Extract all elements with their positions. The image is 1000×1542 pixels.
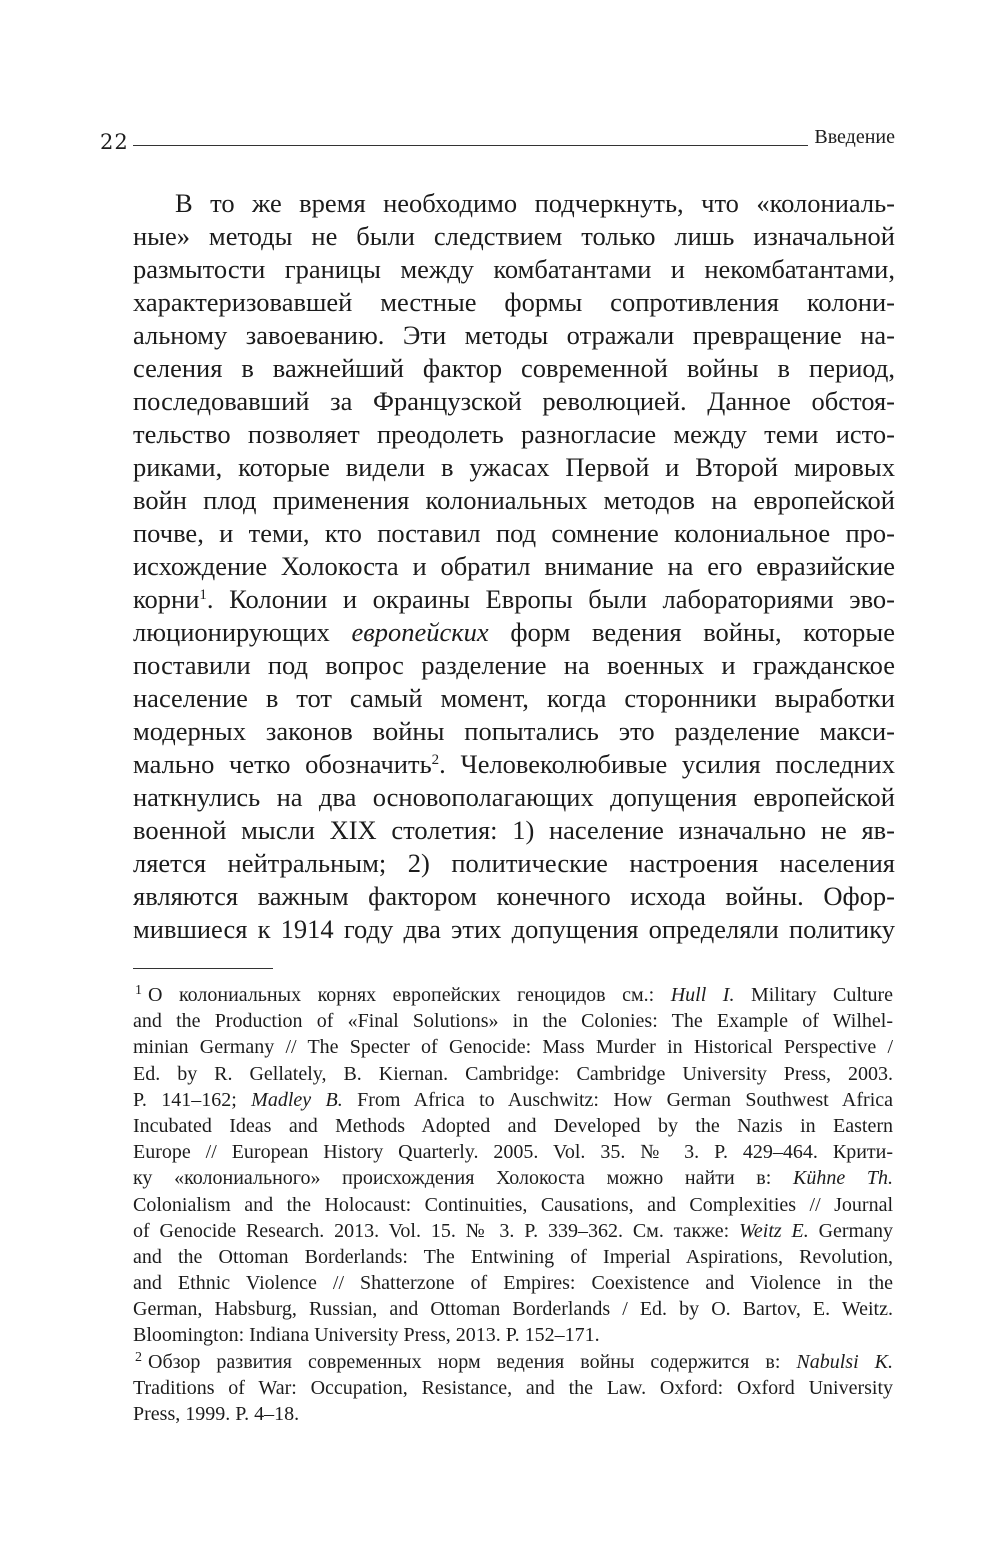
footnote-2-line: Traditions of War: Occupation, Resistance, and the Law. Oxford: Oxford University (133, 1376, 893, 1399)
footnote-1-line (133, 1165, 893, 1191)
footnote-1-line: German, Habsburg, Russian, and Ottoman Borderlands / Ed. by O. Bartov, E. Weitz. (133, 1298, 893, 1321)
running-header (100, 122, 895, 162)
footnotes (133, 982, 893, 1427)
footnote-1-line: Europe // European History Quarterly. 2005. Vol. 35. № 3. P. 429–464. Крити- (133, 1141, 893, 1164)
body-line: характеризовавшей местные формы сопротивления колони- (133, 287, 895, 317)
footnote-1-line: Ed. by R. Gellately, B. Kiernan. Cambridge: Cambridge University Press, 2003. (133, 1062, 893, 1085)
body-line: военной мысли XIX столетия: 1) население изначально не яв- (133, 815, 895, 845)
body-line: тельство позволяет преодолеть разногласие между теми исто- (133, 419, 895, 449)
footnote-author: Hull I. (670, 984, 735, 1006)
main-paragraph (133, 187, 895, 946)
body-line: модерных законов войны попытались это разделение макси- (133, 716, 895, 746)
running-section-title: Введение (814, 126, 895, 148)
footnote-author: Madley B. (251, 1088, 343, 1111)
footnote-1-line: and Ethnic Violence // Shatterzone of Empires: Coexistence and Violence in the (133, 1272, 893, 1295)
footnote-author: Nabulsi K. (796, 1350, 893, 1373)
footnote-1-line: and the Production of «Final Solutions» in the Colonies: The Example of Wilhel- (133, 1010, 893, 1033)
body-text-segment: . Человеколюбивые усилия последних (439, 749, 895, 779)
footnote-1-line: Colonialism and the Holocaust: Continuities, Causations, and Complexities // Journal (133, 1193, 893, 1216)
body-line: мившиеся к 1914 году два этих допущения определяли политику (133, 914, 895, 944)
footnote-1-line: and the Ottoman Borderlands: The Entwining of Imperial Aspirations, Revolution, (133, 1245, 893, 1268)
body-line: альному завоеванию. Эти методы отражали превращение на- (133, 320, 895, 350)
footnote-1-line (133, 982, 893, 1008)
footnote-text-segment: О колониальных корнях европейских геноцидов см.: (148, 984, 671, 1006)
body-line: риками, которые видели в ужасах Первой и Второй мировых (133, 452, 895, 482)
body-text-segment: люционирующих (133, 617, 352, 647)
footnote-number: 2 (135, 1349, 142, 1365)
footnote-ref-2[interactable]: 2 (431, 752, 440, 768)
body-line (133, 616, 895, 649)
page-number: 22 (100, 130, 129, 154)
footnote-2-line (133, 1349, 893, 1375)
footnote-text-segment: Germany (808, 1219, 893, 1242)
body-text-segment: форм ведения войны, которые (488, 617, 895, 647)
body-text-segment: мально четко обозначить (133, 749, 432, 779)
footnote-text-segment: of Genocide Research. 2013. Vol. 15. № 3. P. 339–362. См. также: (133, 1219, 740, 1242)
footnote-text-segment: Обзор развития современных норм ведения войны содержится в: (148, 1350, 797, 1373)
body-line: размытости границы между комбатантами и некомбатантами, (133, 254, 895, 284)
body-line: В то же время необходимо подчеркнуть, что «колониаль- (175, 188, 895, 218)
italic-emphasis: европейских (351, 617, 489, 647)
footnote-text-segment: From Africa to Auschwitz: How German Southwest Africa (342, 1088, 894, 1111)
footnote-text-segment: ку «колониального» происхождения Холокоста можно найти в: (133, 1167, 793, 1190)
body-line: ные» методы не были следствием только лишь изначальной (133, 221, 895, 251)
body-text-segment: . Колонии и окраины Европы были лабораториями эво- (206, 584, 895, 614)
footnote-ref-1[interactable]: 1 (199, 587, 207, 603)
footnote-author: Weitz E. (739, 1219, 809, 1242)
body-line: почве, и теми, кто поставил под сомнение колониальное про- (133, 518, 895, 548)
footnote-author: Kühne Th. (792, 1167, 893, 1190)
body-line: ляется нейтральным; 2) политические настроения населения (133, 848, 895, 878)
body-line: исхождение Холокоста и обратил внимание на его евразийские (133, 551, 895, 581)
body-line: войн плод применения колониальных методов на европейской (133, 485, 895, 515)
footnote-number: 1 (135, 983, 142, 998)
body-line (133, 748, 895, 781)
footnote-1-line (133, 1218, 893, 1244)
body-line: население в тот самый момент, когда сторонники выработки (133, 683, 895, 713)
body-line (133, 583, 895, 616)
footnote-1-line (133, 1087, 893, 1113)
body-line: наткнулись на два основополагающих допущения европейской (133, 782, 895, 812)
footnote-1-line: Incubated Ideas and Methods Adopted and Developed by the Nazis in Eastern (133, 1114, 893, 1137)
footnote-1-line: Bloomington: Indiana University Press, 2013. P. 152–171. (133, 1324, 600, 1347)
header-rule (133, 145, 808, 146)
body-line: являются важным фактором конечного исхода войны. Офор- (133, 881, 895, 911)
footnote-2-line: Press, 1999. P. 4–18. (133, 1403, 300, 1425)
body-line: поставили под вопрос разделение на военных и гражданское (133, 650, 895, 680)
footnote-1-line: minian Germany // The Specter of Genocide: Mass Murder in Historical Perspective / (133, 1036, 893, 1059)
body-text-segment: корни (133, 584, 200, 614)
footnote-text-segment: P. 141–162; (133, 1088, 252, 1111)
body-line: селения в важнейший фактор современной войны в период, (133, 353, 895, 383)
footnote-separator (133, 968, 273, 969)
body-line: последовавший за Французской революцией. Данное обстоя- (133, 386, 895, 416)
footnote-text-segment: Military Culture (734, 984, 894, 1006)
